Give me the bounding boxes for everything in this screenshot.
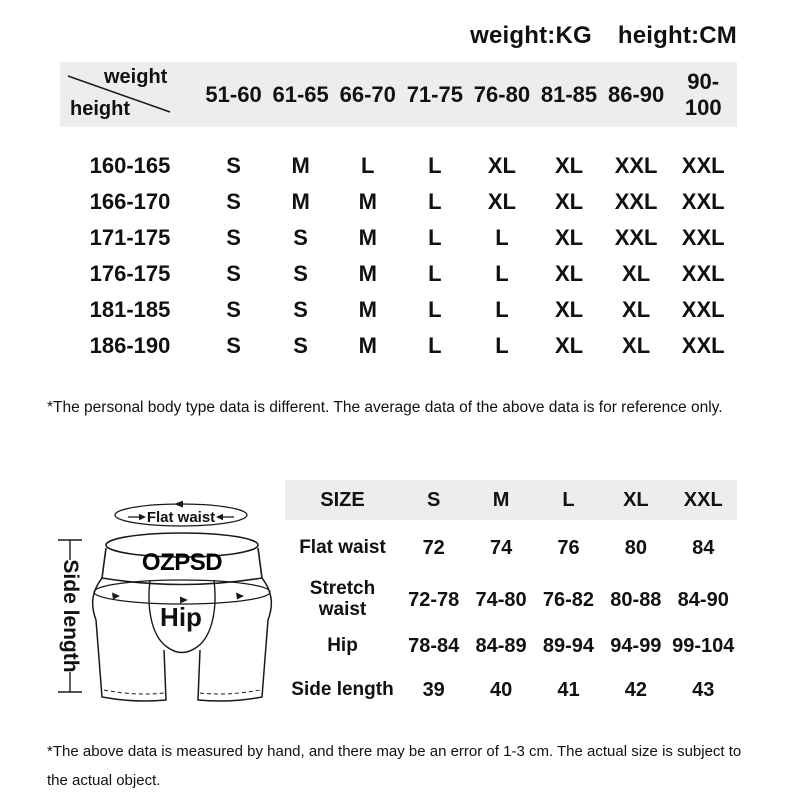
size-cell: XL: [487, 153, 516, 178]
measure-value-cell: 99-104: [672, 634, 735, 657]
size-cell: XXL: [681, 261, 725, 286]
unit-weight-label: weight:KG: [470, 22, 592, 49]
size-cell: L: [428, 153, 442, 178]
height-row-label: 160-165: [89, 153, 171, 178]
height-row-label: 176-175: [89, 261, 171, 286]
measure-value-cell: 41: [557, 678, 580, 701]
measure-note-line2: the actual object.: [47, 771, 161, 789]
table-row: [285, 576, 737, 624]
measure-header-col: L: [562, 488, 575, 511]
measure-value-cell: 78-84: [408, 634, 460, 657]
size-cell: L: [428, 297, 442, 322]
measure-row-label: Stretch waist: [309, 578, 376, 620]
flat-waist-left-arrow-icon: [139, 514, 146, 520]
table-row: [60, 148, 737, 184]
size-cell: XXL: [614, 189, 658, 214]
size-cell: L: [428, 189, 442, 214]
corner-height-label: height: [70, 98, 130, 120]
size-chart-header-row: [60, 62, 737, 127]
measure-row-label: Hip: [327, 634, 358, 656]
size-cell: XXL: [681, 225, 725, 250]
size-chart-body: [60, 148, 737, 364]
size-cell: XL: [622, 261, 651, 286]
size-cell: S: [226, 333, 241, 358]
size-cell: XL: [487, 189, 516, 214]
flat-waist-right-arrow-icon: [216, 514, 223, 520]
weight-column-header: 76-80: [473, 81, 531, 107]
size-cell: S: [226, 153, 241, 178]
height-row-label: 181-185: [89, 297, 171, 322]
height-row-label: 166-170: [89, 189, 171, 214]
measure-table: [285, 480, 737, 712]
size-cell: M: [358, 189, 377, 214]
size-cell: XL: [554, 261, 584, 286]
size-cell: S: [293, 261, 308, 286]
hem-stitch-left: [104, 690, 164, 694]
table-row: [60, 292, 737, 328]
size-cell: XL: [622, 333, 651, 358]
measure-value-cell: 76-82: [542, 588, 595, 611]
measure-row-label: Flat waist: [299, 536, 386, 558]
corner-weight-label: weight: [104, 66, 168, 88]
measure-value-cell: 84-89: [475, 634, 527, 657]
size-cell: M: [358, 297, 377, 322]
hip-label: Hip: [160, 602, 202, 632]
measure-value-cell: 89-94: [542, 634, 595, 657]
table-row: [285, 668, 737, 712]
size-cell: XL: [554, 333, 584, 358]
size-cell: L: [428, 225, 442, 250]
hem-stitch-right: [200, 690, 260, 694]
measure-header-col: M: [492, 488, 510, 511]
size-cell: M: [291, 153, 310, 178]
weight-column-header: 81-85: [540, 81, 598, 107]
size-cell: S: [226, 297, 241, 322]
weight-column-header: 71-75: [406, 81, 463, 107]
size-cell: XL: [554, 225, 584, 250]
table-row: [60, 256, 737, 292]
size-chart-corner-cell: [60, 62, 200, 127]
size-cell: XXL: [681, 297, 725, 322]
size-cell: L: [495, 225, 509, 250]
weight-column-header: 66-70: [339, 81, 396, 107]
size-cell: M: [358, 261, 377, 286]
measure-value-cell: 76: [557, 536, 580, 559]
unit-height-label: height:CM: [617, 22, 737, 49]
size-cell: XL: [554, 189, 584, 214]
measure-value-cell: 94-99: [610, 634, 662, 657]
measure-value-cell: 39: [422, 678, 445, 701]
size-cell: S: [226, 261, 241, 286]
size-cell: XXL: [681, 333, 725, 358]
size-cell: XXL: [614, 225, 658, 250]
measure-value-cell: 80-88: [610, 588, 662, 611]
boxers-left-outline: [93, 578, 166, 701]
measure-value-cell: 74: [489, 536, 513, 559]
size-cell: L: [428, 333, 442, 358]
size-cell: S: [293, 333, 308, 358]
height-row-label: 186-190: [89, 333, 171, 358]
size-cell: XL: [622, 297, 651, 322]
size-cell: L: [495, 333, 509, 358]
size-cell: M: [358, 225, 377, 250]
size-cell: L: [495, 297, 509, 322]
size-cell: M: [291, 189, 310, 214]
measure-note-line1: *The above data is measured by hand, and there may be an error of 1-3 cm. The actual size is subject to: [47, 743, 742, 760]
measure-value-cell: 40: [489, 678, 513, 701]
size-chart-table: [60, 62, 737, 358]
measure-note: [47, 738, 759, 795]
size-cell: S: [226, 189, 241, 214]
weight-column-header: 51-60: [205, 81, 262, 107]
measure-row-label: Side length: [291, 678, 394, 700]
measure-header-col: S: [427, 488, 441, 511]
brand-logo: OZPSD: [141, 549, 223, 576]
weight-column-header: 61-65: [272, 81, 329, 107]
flat-waist-top-arrow-icon: [174, 501, 183, 508]
measure-value-cell: 43: [692, 678, 715, 701]
size-cell: S: [293, 225, 308, 250]
measure-value-cell: 84-90: [677, 588, 729, 611]
measure-value-cell: 80: [624, 536, 647, 559]
measure-value-cell: 72-78: [408, 588, 460, 611]
unit-labels: [470, 22, 737, 50]
flat-waist-label: Flat waist: [146, 509, 216, 526]
measure-value-cell: 72: [422, 536, 445, 559]
weight-column-header: 86-90: [607, 81, 665, 107]
size-cell: XXL: [614, 153, 658, 178]
boxers-diagram: [40, 488, 290, 718]
measure-header-col: XL: [623, 488, 649, 511]
table-row: [60, 328, 737, 364]
size-cell: XXL: [681, 153, 725, 178]
measure-table-header-row: [285, 480, 737, 520]
height-row-label: 171-175: [89, 225, 171, 250]
table-row: [285, 520, 737, 576]
size-cell: M: [358, 333, 377, 358]
table-row: [60, 220, 737, 256]
measure-value-cell: 74-80: [475, 588, 527, 611]
weight-column-header: 90-100: [684, 68, 722, 120]
size-cell: L: [428, 261, 442, 286]
table-row: [285, 624, 737, 668]
size-cell: L: [495, 261, 509, 286]
boxers-right-outline: [198, 578, 271, 701]
side-length-label: Side length: [59, 559, 82, 673]
size-cell: XL: [554, 297, 584, 322]
size-chart-note: *The personal body type data is different. The average data of the above data is for reference only.: [47, 399, 723, 416]
size-cell: S: [226, 225, 241, 250]
size-cell: S: [293, 297, 308, 322]
measure-value-cell: 84: [692, 536, 715, 559]
measure-header-size: SIZE: [320, 488, 365, 511]
size-cell: XXL: [681, 189, 725, 214]
size-cell: XL: [554, 153, 584, 178]
size-cell: L: [361, 153, 375, 178]
measure-header-col: XXL: [683, 488, 723, 511]
table-row: [60, 184, 737, 220]
measure-value-cell: 42: [624, 678, 647, 701]
hip-right-arrow-icon: [236, 593, 244, 600]
hip-left-arrow-icon: [112, 593, 120, 600]
